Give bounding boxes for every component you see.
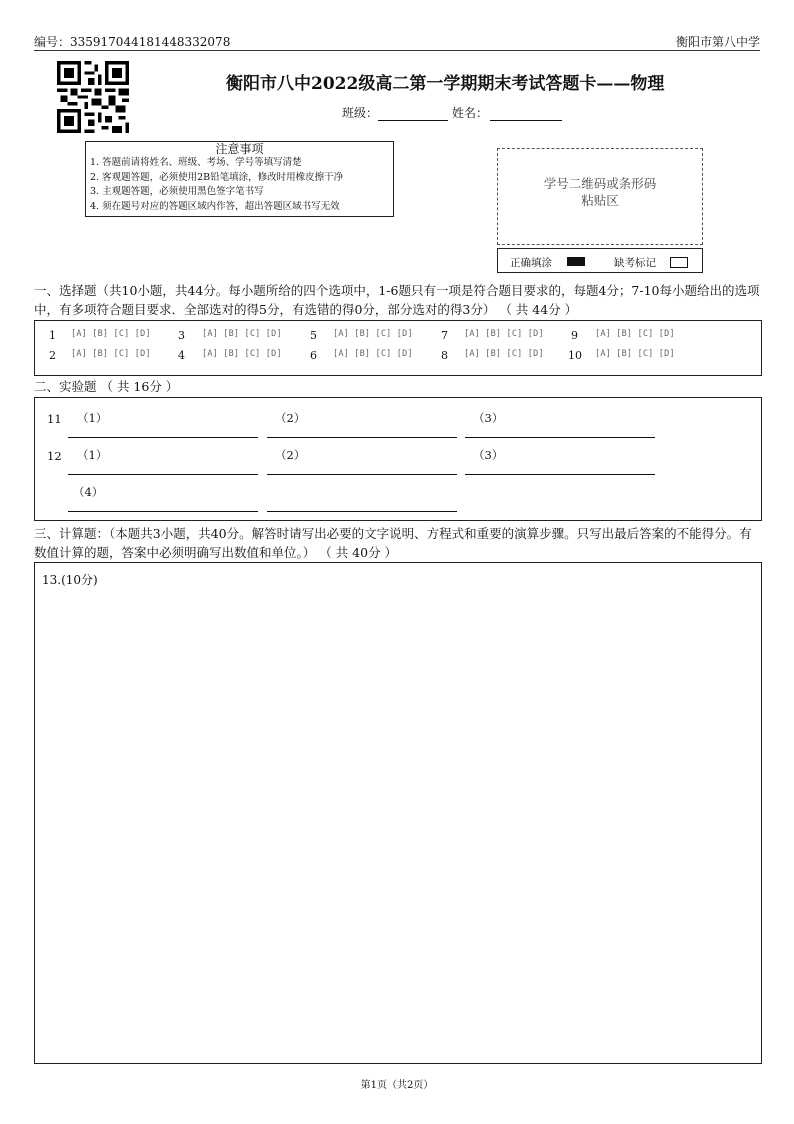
- section3-title: 三、计算题：（本题共3小题，共40分。解答时请写出必要的文字说明、方程式和重要的演算步骤。只写出最后答案的不能得分。有数值计算的题，答案中必须明确写出数值和单位。） （ 共 40分 ）: [34, 526, 752, 560]
- student-info-line: [342, 104, 566, 121]
- part-label: （3）: [473, 411, 504, 425]
- correct-fill-label: 正确填涂: [510, 257, 552, 269]
- calculation-answer-box[interactable]: [34, 562, 762, 1064]
- answer-options[interactable]: [A] [B] [C] [D]: [202, 349, 282, 359]
- absent-mark-label: 缺考标记: [614, 257, 656, 269]
- absent-checkbox[interactable]: [670, 257, 688, 268]
- answer-line[interactable]: [68, 437, 258, 438]
- answer-options[interactable]: [A] [B] [C] [D]: [595, 329, 675, 339]
- school-name: 衡阳市第八中学: [675, 35, 760, 49]
- fill-legend: [497, 248, 703, 273]
- answer-options[interactable]: [A] [B] [C] [D]: [464, 329, 544, 339]
- notice-item: 3. 主观题答题，必须使用黑色签字笔书写: [90, 186, 264, 197]
- question-number: 5: [310, 329, 317, 342]
- question-number: 9: [571, 329, 578, 342]
- notice-item: 4. 须在题号对应的答题区域内作答，超出答题区域书写无效: [90, 200, 340, 212]
- notice-heading: 注意事项: [215, 142, 264, 156]
- barcode-paste-area: [497, 148, 703, 245]
- answer-options[interactable]: [A] [B] [C] [D]: [464, 349, 544, 359]
- question-number: 7: [441, 329, 448, 342]
- answer-options[interactable]: [A] [B] [C] [D]: [71, 349, 151, 359]
- notice-item: 2. 客观题答题，必须使用2B铅笔填涂，修改时用橡皮擦干净: [90, 171, 344, 183]
- barcode-label: 学号二维码或条形码: [543, 176, 657, 191]
- section2-title: 二、实验题 （ 共 16分 ）: [34, 379, 179, 394]
- page-footer: 第1页（共2页）: [360, 1080, 434, 1091]
- answer-options[interactable]: [A] [B] [C] [D]: [595, 349, 675, 359]
- barcode-label-2: 粘贴区: [581, 193, 619, 208]
- answer-options[interactable]: [A] [B] [C] [D]: [71, 329, 151, 339]
- name-label: 姓名：: [452, 106, 489, 120]
- multiple-choice-grid: [34, 320, 762, 376]
- question-number: 2: [49, 349, 56, 362]
- name-field[interactable]: [490, 108, 562, 121]
- question-number: 6: [310, 349, 317, 362]
- answer-line[interactable]: [465, 437, 655, 438]
- class-label: 班级：: [342, 106, 379, 120]
- question-number: 12: [47, 449, 62, 463]
- answer-options[interactable]: [A] [B] [C] [D]: [333, 329, 413, 339]
- answer-options[interactable]: [A] [B] [C] [D]: [202, 329, 282, 339]
- part-label: （2）: [275, 448, 306, 462]
- page-title: 衡阳市八中2022级高二第一学期期末考试答题卡——物理: [226, 74, 665, 94]
- question-number: 1: [49, 329, 56, 342]
- part-label: （4）: [73, 485, 104, 499]
- answer-line[interactable]: [68, 511, 258, 512]
- section1-title: 一、选择题（共10小题，共44分。每小题所给的四个选项中，1-6题只有一项是符合题目要求的，每题4分；7-10每小题给出的选项中，有多项符合题目要求．全部选对的得5分，有选错的得0分，部分选对的得3分） （ 共 44分 ）: [34, 283, 760, 317]
- class-field[interactable]: [378, 108, 448, 121]
- filled-swatch-icon: [567, 257, 585, 266]
- part-label: （3）: [473, 448, 504, 462]
- answer-line[interactable]: [267, 511, 457, 512]
- question-number: 4: [178, 349, 185, 362]
- serial-number: 编号：335917044181448332078: [34, 35, 231, 49]
- answer-line[interactable]: [68, 474, 258, 475]
- answer-line[interactable]: [267, 437, 457, 438]
- part-label: （2）: [275, 411, 306, 425]
- qr-code-icon: [57, 61, 129, 133]
- question-number: 10: [568, 349, 582, 362]
- answer-options[interactable]: [A] [B] [C] [D]: [333, 349, 413, 359]
- question-number: 11: [47, 412, 62, 426]
- question-number: 8: [441, 349, 448, 362]
- notice-item: 1. 答题前请将姓名、班级、考场、学号等填写清楚: [90, 157, 302, 168]
- notice-box: [85, 141, 394, 217]
- experiment-answer-box: [34, 397, 762, 521]
- part-label: （1）: [77, 448, 108, 462]
- question-number: 3: [178, 329, 185, 342]
- answer-line[interactable]: [267, 474, 457, 475]
- question-number: 13.(10分): [42, 573, 98, 587]
- answer-line[interactable]: [465, 474, 655, 475]
- part-label: （1）: [77, 411, 108, 425]
- page-header: [34, 33, 760, 51]
